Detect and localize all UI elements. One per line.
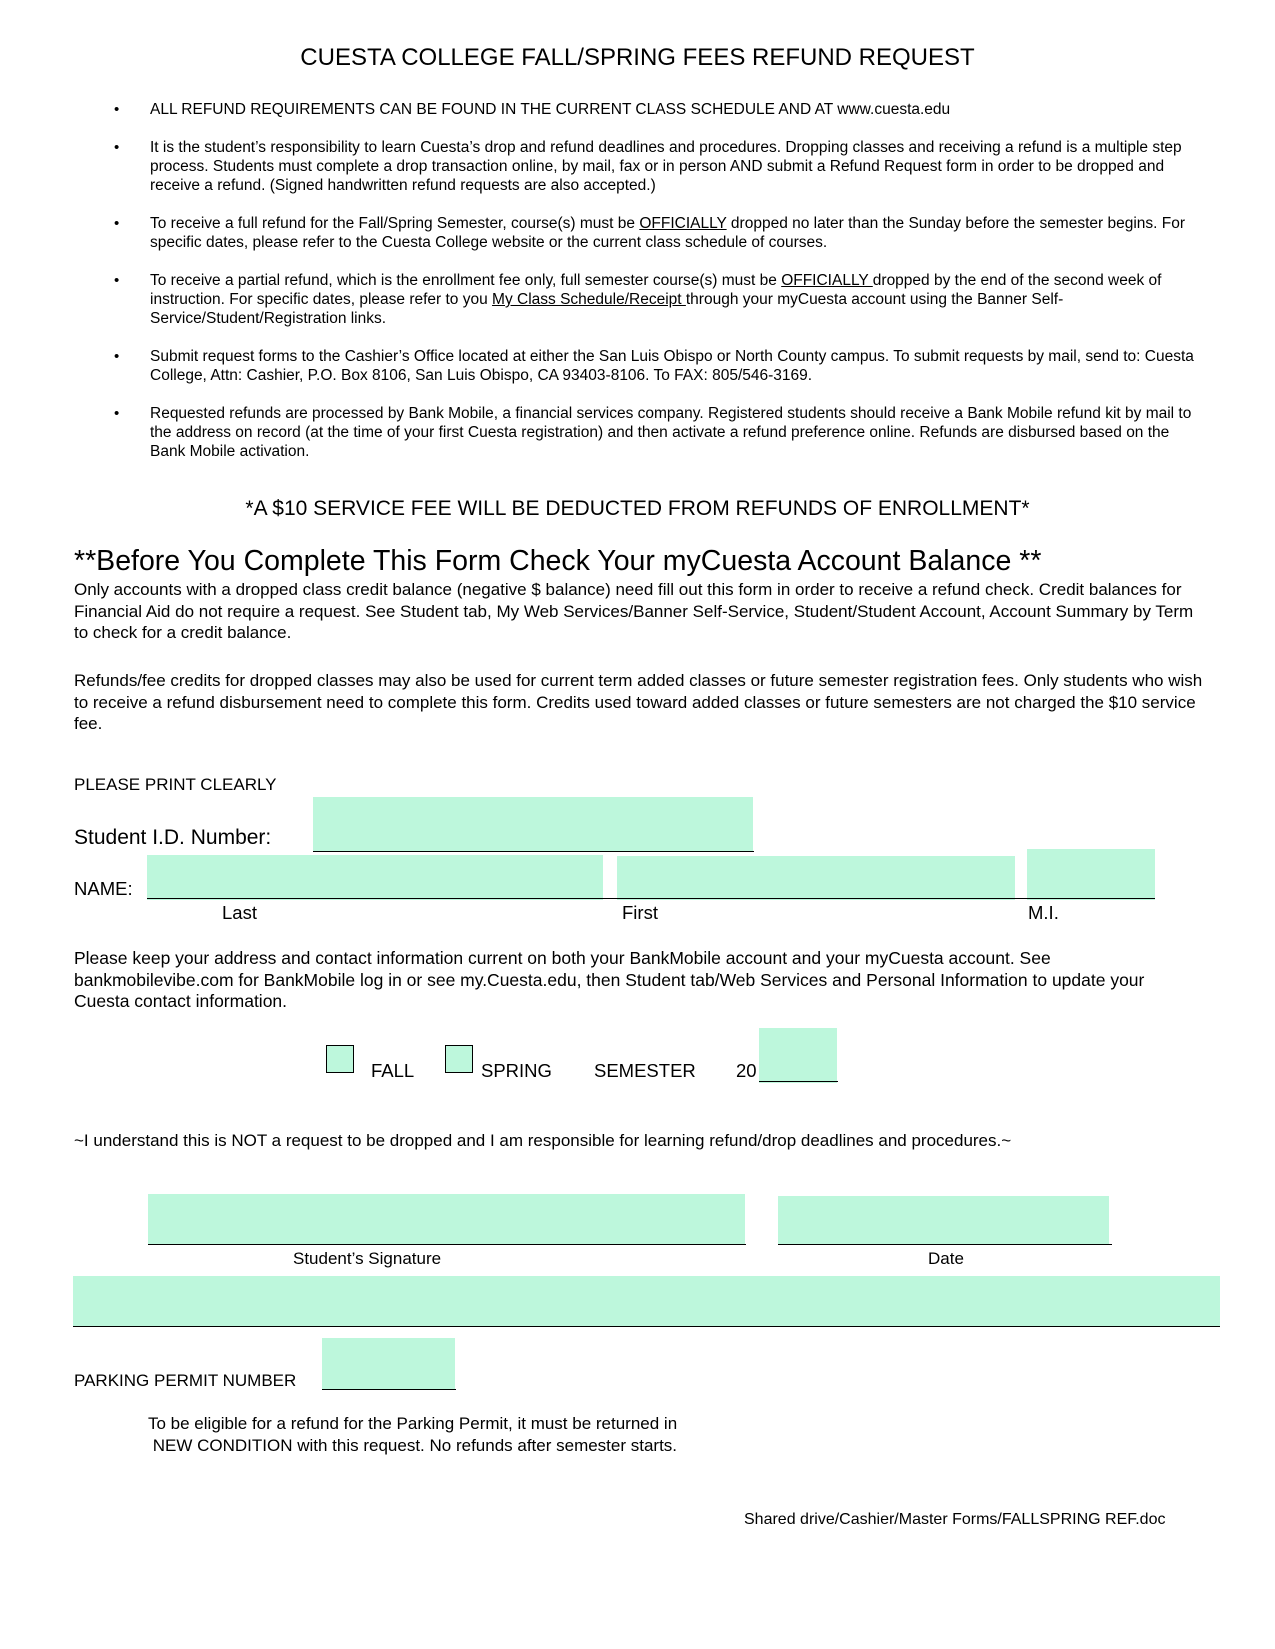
bullet-text: It is the student’s responsibility to learn Cuesta’s drop and refund deadlines and procedures. Dropping classes and receiving a refund is a multiple step process. Students must complete a drop transaction online, by mail, fax or in person AND submit a Refund Request form in order to be dropped and receive a refund. (Signed handwritten refund requests are also accepted.) bbox=[150, 139, 1182, 194]
form-title: CUESTA COLLEGE FALL/SPRING FEES REFUND REQUEST bbox=[300, 44, 975, 71]
semester-label: SEMESTER bbox=[594, 1060, 696, 1081]
year-field[interactable] bbox=[759, 1028, 837, 1083]
student-id-field[interactable] bbox=[313, 797, 753, 852]
list-item bbox=[114, 100, 1194, 119]
date-field[interactable] bbox=[778, 1196, 1109, 1245]
bullet-text: Submit request forms to the Cashier’s Office located at either the San Luis Obispo or North County campus. To submit requests by mail, send to: Cuesta College, Attn: Cashier, P.O. Box 8106, San Luis Obispo, CA 93403-8106. To FAX: 805/546-3169. bbox=[150, 348, 1194, 384]
requirements-list bbox=[114, 100, 1194, 480]
last-name-field[interactable] bbox=[147, 855, 603, 900]
middle-initial-field[interactable] bbox=[1027, 849, 1155, 900]
student-id-underline bbox=[313, 851, 754, 852]
date-label: Date bbox=[928, 1249, 964, 1268]
list-item: • To receive a partial refund, which is the enrollment fee only, full semester course(s) must be OFFICIALLY dropped by the end of the second week of instruction. For specific dates, please refer to you My Class Schedule/Receipt through your myCuesta account using the Banner Self-Service/Student/Registration links. bbox=[114, 271, 1194, 328]
list-item bbox=[114, 138, 1194, 195]
spring-label: SPRING bbox=[481, 1060, 552, 1081]
list-item bbox=[114, 404, 1194, 461]
middle-initial-label: M.I. bbox=[1028, 902, 1059, 923]
print-clearly-label: PLEASE PRINT CLEARLY bbox=[74, 775, 277, 794]
signature-label: Student’s Signature bbox=[293, 1249, 442, 1268]
service-fee-notice: *A $10 SERVICE FEE WILL BE DEDUCTED FROM REFUNDS OF ENROLLMENT* bbox=[245, 497, 1030, 520]
bullet-text: ALL REFUND REQUIREMENTS CAN BE FOUND IN THE CURRENT CLASS SCHEDULE AND AT www.cuesta.edu bbox=[150, 101, 951, 118]
office-use-field[interactable] bbox=[73, 1276, 1220, 1326]
bullet-text: Requested refunds are processed by Bank Mobile, a financial services company. Registered students should receive a Bank Mobile refund kit by mail to the address on record (at the time of your first Cuesta registration) and then activate a refund preference online. Refunds are disbursed based on the Bank Mobile activation. bbox=[150, 405, 1192, 460]
understand-statement: ~I understand this is NOT a request to be dropped and I am responsible for learning refund/drop deadlines and procedures.~ bbox=[74, 1131, 1012, 1150]
credit-balance-paragraph: Only accounts with a dropped class credit balance (negative $ balance) need fill out this form in order to receive a refund check. Credit balances for Financial Aid do not require a request. See Student tab, My Web Services/Banner Self-Service, Student/Student Account, Account Summary by Term to check for a credit balance. bbox=[74, 580, 1194, 642]
officially-text: OFFICIALLY bbox=[639, 215, 727, 232]
signature-field[interactable] bbox=[148, 1194, 745, 1245]
office-use-underline bbox=[73, 1326, 1220, 1327]
parking-note-line2: NEW CONDITION with this request. No refunds after semester starts. bbox=[148, 1436, 678, 1455]
first-name-field[interactable] bbox=[617, 856, 1015, 900]
name-underline bbox=[147, 898, 1155, 899]
balance-heading: **Before You Complete This Form Check Your myCuesta Account Balance ** bbox=[74, 545, 1042, 577]
officially-text: OFFICIALLY bbox=[781, 272, 873, 289]
spring-checkbox[interactable] bbox=[445, 1045, 473, 1073]
year-prefix: 20 bbox=[736, 1060, 757, 1081]
first-name-label: First bbox=[622, 902, 658, 923]
footer-path: Shared drive/Cashier/Master Forms/FALLSPRING REF.doc bbox=[744, 1511, 1166, 1528]
parking-permit-field[interactable] bbox=[322, 1338, 455, 1390]
last-name-label: Last bbox=[222, 902, 257, 923]
year-underline bbox=[759, 1081, 838, 1082]
refund-credits-paragraph: Refunds/fee credits for dropped classes may also be used for current term added classes or future semester registration fees. Only students who wish to receive a refund disbursement need to complete this form. Credits used toward added classes or future semesters are not charged the $10 service fee. bbox=[74, 671, 1203, 733]
name-label: NAME: bbox=[74, 878, 133, 899]
fall-checkbox[interactable] bbox=[326, 1045, 354, 1073]
signature-underline bbox=[148, 1244, 746, 1245]
date-underline bbox=[778, 1244, 1112, 1245]
student-id-label: Student I.D. Number: bbox=[74, 826, 272, 849]
parking-permit-label: PARKING PERMIT NUMBER bbox=[74, 1371, 297, 1390]
contact-info-paragraph: Please keep your address and contact information current on both your BankMobile account and your myCuesta account. See bankmobilevibe.com for BankMobile log in or see my.Cuesta.edu, then Student tab/Web Services and Personal Information to update your Cuesta contact information. bbox=[74, 948, 1145, 1011]
fall-label: FALL bbox=[371, 1060, 415, 1081]
list-item: • To receive a full refund for the Fall/Spring Semester, course(s) must be OFFICIALLY dropped no later than the Sunday before the semester begins. For specific dates, please refer to the Cuesta College website or the current class schedule of courses. bbox=[114, 214, 1194, 252]
parking-permit-underline bbox=[322, 1389, 456, 1390]
class-schedule-text: My Class Schedule/Receipt bbox=[492, 291, 686, 308]
parking-note-line1: To be eligible for a refund for the Parking Permit, it must be returned in bbox=[148, 1414, 678, 1433]
list-item bbox=[114, 347, 1194, 385]
